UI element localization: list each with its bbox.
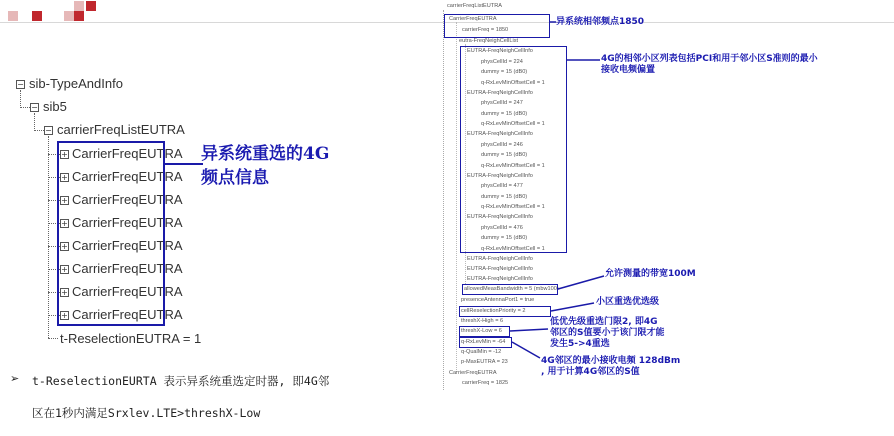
rt-cell-pci[interactable]: physCellId = 246 — [481, 141, 523, 148]
rt-cell-dummy[interactable]: dummy = 15 (dB0) — [481, 235, 528, 241]
rt-cell-offset[interactable]: q-RxLevMinOffsetCell = 1 — [481, 162, 545, 169]
annotation-line: 接收电频偏置 — [601, 65, 656, 75]
rt-cell-title[interactable]: EUTRA-FreqNeighCellInfo — [467, 172, 533, 179]
collapse-icon[interactable]: − — [17, 80, 24, 89]
rt-priority[interactable]: cellReselectionPriority = 2 — [461, 308, 526, 314]
pci-annotation — [601, 54, 818, 76]
rt-cell-title[interactable]: EUTRA-FreqNeighCellInfo — [467, 131, 533, 137]
tree-reselection[interactable]: t-ReselectionEUTRA = 1 — [60, 331, 202, 346]
rt-cell-title[interactable]: EUTRA-FreqNeighCellInfo — [467, 89, 533, 96]
tree-carrier-list[interactable]: carrierFreqListEUTRA — [57, 122, 185, 137]
rxlev-annotation — [541, 356, 680, 378]
tree-root[interactable]: sib-TypeAndInfo — [29, 76, 123, 91]
thresh-annotation — [550, 317, 664, 350]
rt-collapsed-cell[interactable]: EUTRA-FreqNeighCellInfo — [467, 276, 533, 282]
rt-bandwidth[interactable]: allowedMeasBandwidth = 5 (mbw100) — [464, 286, 559, 292]
rt-cell-pci[interactable]: physCellId = 476 — [481, 224, 523, 231]
collapse-icon[interactable]: − — [31, 103, 38, 112]
tree-carrier-label[interactable]: CarrierFreqEUTRA — [72, 284, 183, 299]
tree-carrier-label[interactable]: CarrierFreqEUTRA — [72, 261, 183, 276]
annotation-line: 邻区的S值要小于该门限才能 — [550, 328, 665, 338]
rt-cell-dummy[interactable]: dummy = 15 (dB0) — [481, 152, 528, 158]
collapse-icon[interactable]: − — [45, 126, 52, 135]
rt-cell-offset[interactable]: q-RxLevMinOffsetCell = 1 — [481, 204, 545, 210]
rt-collapsed-cell[interactable]: EUTRA-FreqNeighCellInfo — [467, 266, 533, 272]
rt-collapsed-cell[interactable]: EUTRA-FreqNeighCellInfo — [467, 256, 533, 262]
rt-cell-pci[interactable]: physCellId = 247 — [481, 100, 523, 106]
rt-cell-dummy[interactable]: dummy = 15 (dB0) — [481, 193, 528, 200]
annotation-line: 4G的相邻小区列表包括PCI和用于邻小区S准则的最小 — [601, 54, 818, 64]
annotation-line: 异系统重选的4G — [201, 144, 330, 164]
rt-carrier-freq[interactable]: carrierFreq = 1850 — [462, 27, 509, 33]
annotation-line: 频点信息 — [201, 168, 269, 188]
annotation-line: , 用于计算4G邻区的S值 — [541, 367, 640, 377]
rt-cell-title[interactable]: EUTRA-FreqNeighCellInfo — [467, 48, 533, 54]
annotation-line: 低优先级重选门限2, 即4G — [550, 317, 658, 327]
rt-neigh-list[interactable]: eutra-FreqNeighCellList — [459, 38, 519, 44]
rt-qrxlevmin[interactable]: q-RxLevMin = -64 — [461, 339, 506, 345]
expand-icon[interactable]: + — [61, 242, 68, 251]
tree-sib5[interactable]: sib5 — [43, 99, 67, 114]
annotation-line: 4G邻区的最小接收电频 128dBm — [541, 356, 681, 366]
rt-carrier[interactable]: CarrierFreqEUTRA — [449, 16, 497, 22]
expand-icon[interactable]: + — [61, 150, 68, 159]
rt-cell-offset[interactable]: q-RxLevMinOffsetCell = 1 — [481, 245, 545, 252]
bullet-line-1: t-ReselectionEURTA 表示异系统重选定时器, 即4G邻 — [32, 374, 330, 388]
expand-icon[interactable]: + — [61, 196, 68, 205]
expand-icon[interactable]: + — [61, 311, 68, 320]
priority-annotation: 小区重选优选级 — [596, 297, 660, 307]
expand-icon[interactable]: + — [61, 288, 68, 297]
tree-carrier-label[interactable]: CarrierFreqEUTRA — [72, 215, 183, 230]
freq-annotation: 异系统相邻频点1850 — [556, 17, 645, 27]
tree-carrier-label[interactable]: CarrierFreqEUTRA — [72, 238, 183, 253]
annotation-line: 发生5->4重选 — [550, 339, 610, 349]
rt-thresh-high[interactable]: threshX-High = 6 — [461, 318, 504, 324]
bandwidth-annotation: 允许测量的带宽100M — [605, 269, 696, 279]
expand-icon[interactable]: + — [61, 219, 68, 228]
tree-carrier-label[interactable]: CarrierFreqEUTRA — [72, 307, 183, 322]
rt-header[interactable]: carrierFreqListEUTRA — [447, 3, 503, 9]
rt-cell-pci[interactable]: physCellId = 224 — [481, 58, 523, 65]
tree-carrier-label[interactable]: CarrierFreqEUTRA — [72, 169, 183, 184]
rt-cell-dummy[interactable]: dummy = 15 (dB0) — [481, 69, 528, 75]
rt-carrier-2-freq[interactable]: carrierFreq = 1825 — [462, 380, 509, 386]
rt-cell-offset[interactable]: q-RxLevMinOffsetCell = 1 — [481, 121, 545, 127]
rt-pmax[interactable]: p-MaxEUTRA = 23 — [461, 359, 508, 365]
expand-icon[interactable]: + — [61, 265, 68, 274]
rt-cell-offset[interactable]: q-RxLevMinOffsetCell = 1 — [481, 79, 545, 86]
expand-icon[interactable]: + — [61, 173, 68, 182]
rt-thresh-low[interactable]: threshX-Low = 6 — [461, 328, 502, 334]
rt-cell-title[interactable]: EUTRA-FreqNeighCellInfo — [467, 214, 533, 220]
bullet-line-2: 区在1秒内满足Srxlev.LTE>threshX-Low — [32, 406, 261, 420]
rt-carrier-2[interactable]: CarrierFreqEUTRA — [449, 370, 497, 376]
bullet-marker: ➢ — [10, 372, 20, 385]
rt-cell-dummy[interactable]: dummy = 15 (dB0) — [481, 110, 528, 117]
rt-cell-pci[interactable]: physCellId = 477 — [481, 183, 523, 189]
rt-qqualmin[interactable]: q-QualMin = -12 — [461, 349, 502, 355]
rt-presence[interactable]: presenceAntennaPort1 = true — [461, 297, 535, 303]
tree-carrier-label[interactable]: CarrierFreqEUTRA — [72, 192, 183, 207]
tree-carrier-label[interactable]: CarrierFreqEUTRA — [72, 146, 183, 161]
